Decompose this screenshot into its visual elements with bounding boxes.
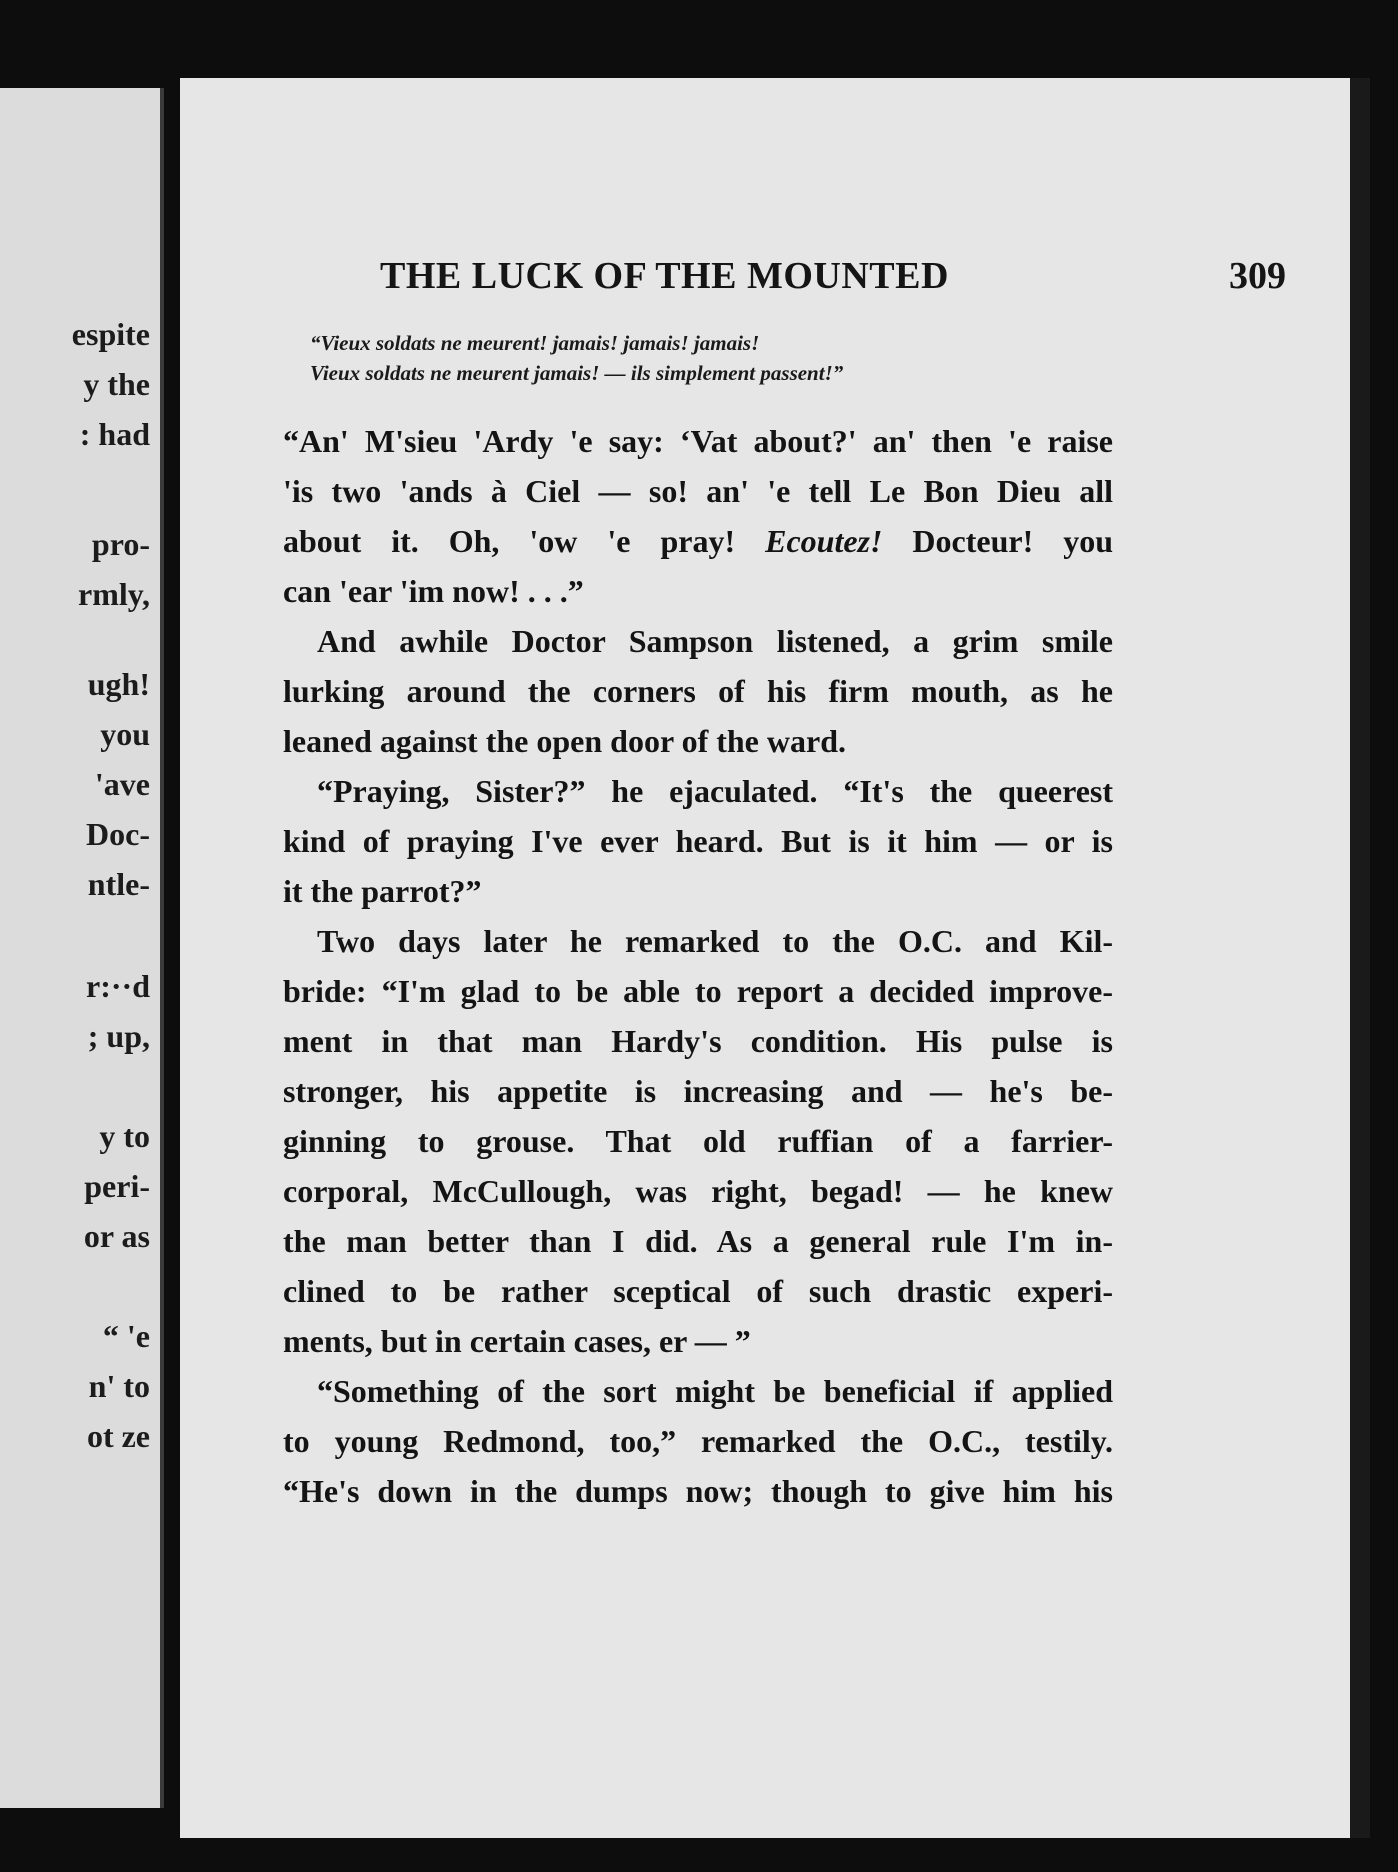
text-line: Two days later he remarked to the O.C. and Kil- [317, 923, 1113, 959]
text-line: kind of praying I've ever heard. But is it him — or is [283, 823, 1113, 859]
text-line: And awhile Doctor Sampson listened, a grim smile [317, 623, 1113, 659]
left-page-line: y the [83, 366, 150, 402]
left-page-line: espite [71, 316, 150, 352]
text-line: “Praying, Sister?” he ejaculated. “It's the queerest [317, 773, 1113, 809]
left-page-line: peri- [84, 1168, 150, 1204]
left-page-line: you [100, 716, 150, 752]
text-line: “Something of the sort might be beneficial if applied [317, 1373, 1113, 1409]
left-page-line: Doc- [86, 816, 150, 852]
epigraph [310, 328, 1140, 388]
text-line: bride: “I'm glad to be able to report a decided improve- [283, 973, 1113, 1009]
text-line: clined to be rather sceptical of such drastic experi- [283, 1273, 1113, 1309]
text-line: ments, but in certain cases, er — ” [283, 1323, 751, 1359]
text-line: the man better than I did. As a general rule I'm in- [283, 1223, 1113, 1259]
left-page-line: 'ave [94, 766, 150, 802]
text-line: to young Redmond, too,” remarked the O.C., testily. [283, 1423, 1113, 1459]
text-segment: Docteur! you [882, 523, 1114, 559]
page-number: 309 [1229, 255, 1286, 297]
text-line: “He's down in the dumps now; though to give him his [283, 1473, 1113, 1509]
text-line: lurking around the corners of his firm mouth, as he [283, 673, 1113, 709]
left-page-line: r:··d [86, 968, 150, 1004]
book-page [180, 78, 1350, 1838]
left-page-line: : had [79, 416, 150, 452]
text-line: 'is two 'ands à Ciel — so! an' 'e tell Le Bon Dieu all [283, 473, 1113, 509]
previous-page-fragment [0, 88, 164, 1808]
italic-word: Ecoutez! [765, 523, 883, 559]
left-page-line: ot ze [86, 1418, 150, 1454]
text-line: can 'ear 'im now! . . .” [283, 573, 584, 609]
scan-border [1350, 78, 1370, 1838]
text-line: it the parrot?” [283, 873, 482, 909]
running-head [380, 254, 1310, 314]
left-page-line: “ 'e [102, 1318, 150, 1354]
text-line: stronger, his appetite is increasing and — he's be- [283, 1073, 1113, 1109]
left-page-line: y to [99, 1118, 150, 1154]
text-segment: about it. Oh, 'ow 'e pray! [283, 523, 766, 559]
running-title: THE LUCK OF THE MOUNTED [380, 255, 949, 297]
text-line: corporal, McCullough, was right, begad! — he knew [283, 1173, 1113, 1209]
left-page-line: n' to [88, 1368, 150, 1404]
body-text [283, 416, 1113, 1516]
left-page-line: ; up, [87, 1018, 150, 1054]
text-line: “An' M'sieu 'Ardy 'e say: ‘Vat about?' an' then 'e raise [283, 423, 1113, 459]
left-page-line: or as [83, 1218, 150, 1254]
left-page-line: pro- [91, 526, 150, 562]
text-line: ginning to grouse. That old ruffian of a farrier- [283, 1123, 1113, 1159]
left-page-line: rmly, [78, 576, 150, 612]
left-page-line: ugh! [87, 666, 150, 702]
epigraph-line: Vieux soldats ne meurent jamais! — ils simplement passent!” [310, 361, 844, 385]
text-line [283, 516, 1113, 566]
text-line: leaned against the open door of the ward. [283, 723, 846, 759]
left-page-line: ntle- [87, 866, 150, 902]
epigraph-line: “Vieux soldats ne meurent! jamais! jamais! jamais! [310, 331, 760, 355]
text-line: ment in that man Hardy's condition. His pulse is [283, 1023, 1113, 1059]
